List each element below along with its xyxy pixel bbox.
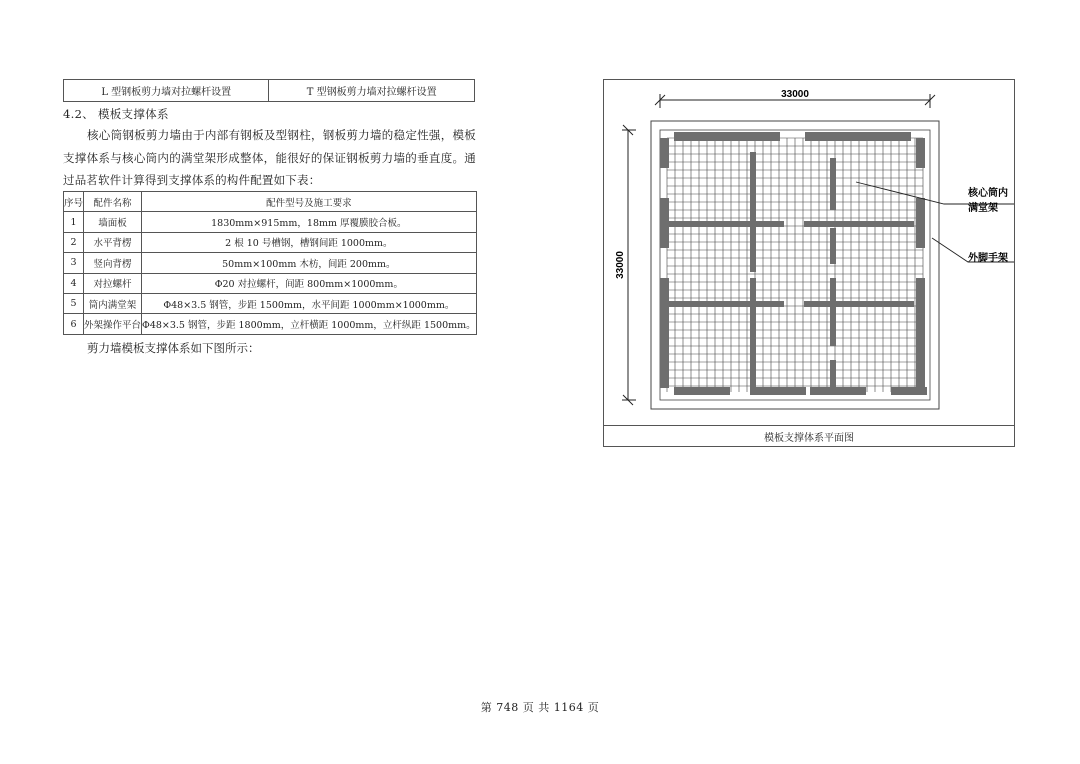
page-footer: 第 748 页 共 1164 页: [480, 701, 600, 714]
row-name: 竖向背楞: [84, 253, 142, 273]
header-spec: 配件型号及施工要求: [142, 192, 477, 212]
row-index: 2: [64, 232, 84, 252]
table-row: [64, 232, 477, 252]
spec-table-header: [64, 192, 477, 212]
formwork-plan-drawing: [604, 80, 1014, 425]
row-index: 1: [64, 212, 84, 232]
row-index: 5: [64, 293, 84, 313]
table-row: [64, 253, 477, 273]
table-row: [64, 314, 477, 334]
wall-bolt-caption-table: [63, 79, 475, 102]
row-name: 筒内满堂架: [84, 293, 142, 313]
l-wall-caption: L 型钢板剪力墙对拉螺杆设置: [64, 80, 269, 102]
figure-caption: 模板支撑体系平面图: [764, 433, 854, 444]
section-heading: 4.2、 模板支撑体系: [63, 107, 169, 121]
row-index: 4: [64, 273, 84, 293]
row-index: 6: [64, 314, 84, 334]
row-spec: Φ48×3.5 钢管，步距 1500mm，水平间距 1000mm×1000mm。: [142, 293, 477, 313]
row-spec: Φ20 对拉螺杆，间距 800mm×1000mm。: [142, 273, 477, 293]
row-spec: Φ48×3.5 钢管，步距 1800mm，立杆横距 1000mm，立杆纵距 1500mm。: [142, 314, 477, 334]
row-name: 水平背楞: [84, 232, 142, 252]
t-wall-caption: T 型钢板剪力墙对拉螺杆设置: [269, 80, 475, 102]
table-row: [64, 273, 477, 293]
left-dimension-text: 33000: [615, 251, 626, 279]
core-scaffold-label-1: 核心筒内: [968, 188, 1008, 199]
row-spec: 2 根 10 号槽钢，槽钢间距 1000mm。: [142, 232, 477, 252]
spec-table: [63, 191, 477, 335]
top-dimension-text: 33000: [781, 89, 809, 100]
formwork-plan-figure: [603, 79, 1015, 447]
header-index: 序号: [64, 192, 84, 212]
core-scaffold-label-2: 满堂架: [968, 203, 998, 214]
core-full-scaffold-grid: [667, 138, 923, 392]
row-spec: 1830mm×915mm，18mm 厚覆膜胶合板。: [142, 212, 477, 232]
table-row: [64, 212, 477, 232]
row-name: 外架操作平台: [84, 314, 142, 334]
header-name: 配件名称: [84, 192, 142, 212]
caption-divider: [604, 425, 1014, 426]
row-index: 3: [64, 253, 84, 273]
row-spec: 50mm×100mm 木枋，间距 200mm。: [142, 253, 477, 273]
shear-walls: [660, 132, 927, 395]
outer-scaffold-label: 外脚手架: [968, 253, 1008, 264]
section-paragraph: 核心筒钢板剪力墙由于内部有钢板及型钢柱，钢板剪力墙的稳定性强，模板支撑体系与核心筒内的满堂架形成整体，能很好的保证钢板剪力墙的垂直度。通过品茗软件计算得到支撑体系的构件配置如下表：: [63, 128, 476, 187]
figure-intro-text: 剪力墙模板支撑体系如下图所示：: [87, 341, 260, 355]
row-name: 对拉螺杆: [84, 273, 142, 293]
row-name: 墙面板: [84, 212, 142, 232]
table-row: [64, 293, 477, 313]
